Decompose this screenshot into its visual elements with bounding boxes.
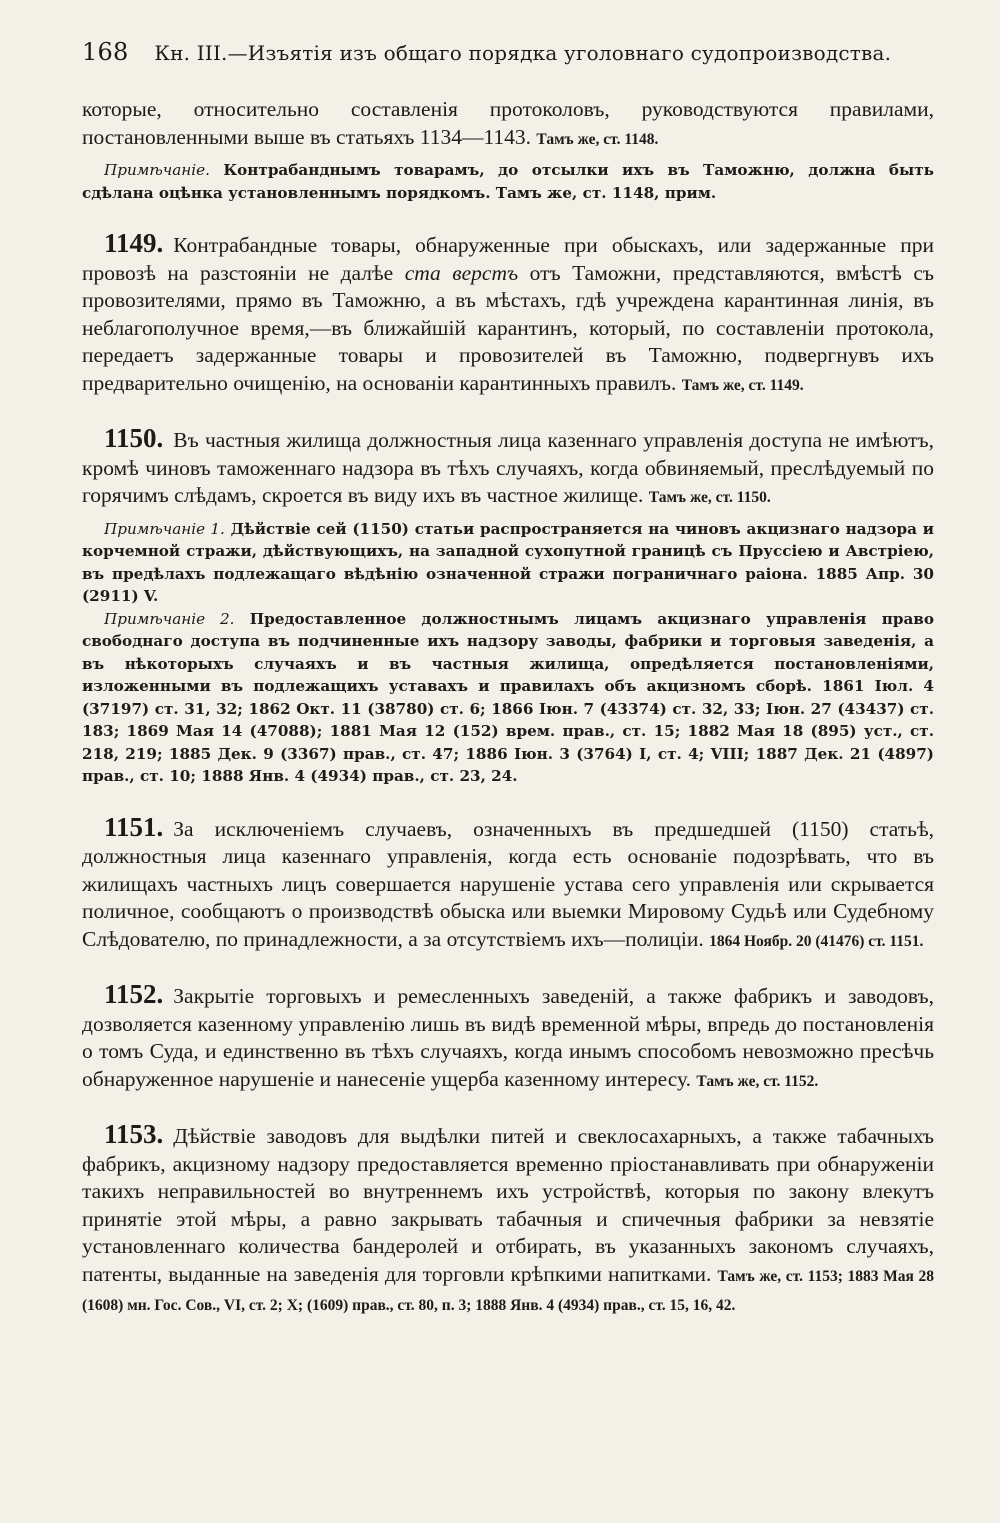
page-number: 168 — [82, 38, 129, 66]
article-number-1149: 1149. — [104, 228, 164, 258]
running-header — [82, 38, 934, 66]
article-1152 — [82, 981, 934, 1095]
document-page — [82, 38, 934, 1320]
intro-paragraph — [82, 96, 934, 153]
article-1151 — [82, 811, 934, 956]
article-1152-source: Тамъ же, ст. 1152. — [696, 1072, 819, 1090]
note-2-label: Примѣчаніе 2. — [104, 609, 235, 628]
intro-text: которые, относительно составленія протоколовъ, руководствуются правилами, постановленными выше въ статьяхъ 1134—1143. — [82, 97, 934, 149]
running-title: Кн. III.—Изъятія изъ общаго порядка уголовнаго судопроизводства. — [154, 41, 892, 65]
note-1-text: Дѣйствіе сей (1150) статьи распространяется на чиновъ акцизнаго надзора и корчемной стражи, дѣйствующихъ, на западной сухопутной границѣ съ Пруссіею и Австріею, въ предѣлахъ подлежащаго вѣдѣнію означенной стражи пограничнаго раіона. 1885 Апр. 30 (2911) V. — [82, 519, 934, 605]
intro-note-label: Примѣчаніе. — [104, 161, 210, 179]
article-number-1152: 1152. — [104, 979, 164, 1009]
article-1150-note-1 — [82, 518, 934, 608]
article-number-1151: 1151. — [104, 811, 164, 842]
article-1149-italic: ста верстъ — [404, 260, 519, 285]
note-2-text: Предоставленное должностнымъ лицамъ акцизнаго управленія право свободнаго доступа въ подчиненные ихъ надзору заводы, фабрики и торговыя заведенія, а въ нѣкоторыхъ случаяхъ и въ частныя жилища, опредѣляется постановленіями, изложенными въ подлежащихъ уставахъ и правилахъ объ акцизномъ сборѣ. 1861 Іюл. 4 (37197) ст. 31, 32; 1862 Окт. 11 (38780) ст. 6; 1866 Іюн. 7 (43374) ст. 32, 33; Іюн. 27 (43437) ст. 183; 1869 Мая 14 (47088); 1881 Мая 12 (152) врем. прав., ст. 15; 1882 Мая 18 (895) уст., ст. 218, 219; 1885 Дек. 9 (3367) прав., ст. 47; 1886 Іюн. 3 (3764) I, ст. 4; VIII; 1887 Дек. 21 (4897) прав., ст. 10; 1888 Янв. 4 (4934) прав., ст. 23, 24. — [82, 609, 934, 785]
article-number-1153: 1153. — [104, 1119, 164, 1149]
intro-source: Тамъ же, ст. 1148. — [536, 130, 659, 148]
article-1149-text-a: Контрабандные товары, обнаруженные при обыскахъ, или задержанные при провозѣ на разстояніи не далѣе — [82, 233, 934, 285]
article-1149-text-b: отъ Таможни, представляются, вмѣстѣ съ провозителями, прямо въ Таможню, а въ мѣстахъ, гдѣ учреждена карантинная линія, въ неблагополучное время,—въ ближайшій карантинъ, который, по составленіи протокола, передаетъ задержанные товары и провозителей въ Таможню, подвергнувъ ихъ предварительно очищенію, на основаніи карантинныхъ правилъ. — [82, 260, 935, 395]
article-1150-note-2 — [82, 608, 934, 788]
article-1151-source: 1864 Ноябр. 20 (41476) ст. 1151. — [709, 932, 924, 950]
note-1-label: Примѣчаніе 1. — [104, 519, 225, 538]
article-number-1150: 1150. — [104, 423, 164, 453]
article-1149 — [82, 230, 934, 399]
article-1153 — [82, 1121, 934, 1320]
article-1150-source: Тамъ же, ст. 1150. — [648, 489, 771, 506]
article-1149-source: Тамъ же, ст. 1149. — [681, 376, 804, 394]
article-1150 — [82, 425, 934, 512]
intro-note-text: Контрабанднымъ товарамъ, до отсылки ихъ въ Таможню, должна быть сдѣлана оцѣнка установленнымъ порядкомъ. Тамъ же, ст. 1148, прим. — [82, 161, 934, 202]
article-1153-text: Дѣйствіе заводовъ для выдѣлки питей и свеклосахарныхъ, а также табачныхъ фабрикъ, акцизному надзору предоставляется временно пріостанавливать при обнаруженіи такихъ неправильностей во внутреннемъ ихъ устройствѣ, которыя по закону влекутъ принятіе этой мѣры, а равно закрывать табачныя и спичечныя фабрики за невзятіе установленнаго количества бандеролей и отбирать, въ указанныхъ закономъ случаяхъ, патенты, выданные на заведенія для торговли крѣпкими напитками. — [82, 1124, 934, 1286]
article-1152-text: Закрытіе торговыхъ и ремесленныхъ заведеній, а также фабрикъ и заводовъ, дозволяется казенному управленію лишь въ видѣ временной мѣры, впредь до постановленія о томъ Суда, и единственно въ тѣхъ случаяхъ, когда инымъ способомъ невозможно пресѣчь обнаруженное нарушеніе и нанесеніе ущерба казенному интересу. — [82, 984, 934, 1091]
article-1153-source: Тамъ же, ст. 1153; 1883 Мая 28 (1608) мн. Гос. Сов., VI, ст. 2; X; (1609) прав., ст. 80, п. 3; 1888 Янв. 4 (4934) прав., ст. 15, 16, 42. — [82, 1267, 935, 1314]
article-1150-text: Въ частныя жилища должностныя лица казеннаго управленія доступа не имѣютъ, кромѣ чиновъ таможеннаго надзора въ тѣхъ случаяхъ, когда обвиняемый, преслѣдуемый по горячимъ слѣдамъ, скроется въ виду ихъ въ частное жилище. — [82, 428, 934, 507]
intro-note — [82, 159, 934, 204]
article-1151-text: За исключеніемъ случаевъ, означенныхъ въ предшедшей (1150) статьѣ, должностныя лица казеннаго управленія, когда есть основаніе подозрѣвать, что въ жилищахъ частныхъ лицъ совершается нарушеніе устава сего управленія или скрывается поличное, сообщаютъ о производствѣ обыска или выемки Мировому Судьѣ или Судебному Слѣдователю, по принадлежности, а за отсутствіемъ ихъ—полиціи. — [82, 816, 934, 951]
